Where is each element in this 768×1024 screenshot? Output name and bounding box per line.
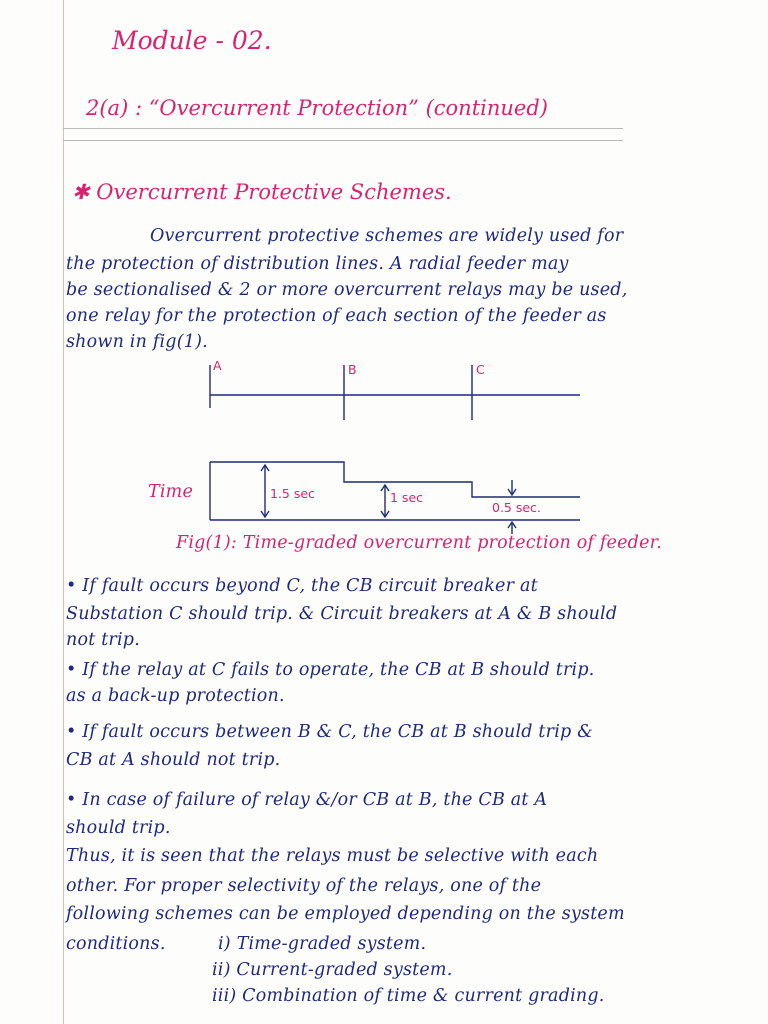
time-label: Time bbox=[148, 482, 194, 502]
bullet-line: • If fault occurs beyond C, the CB circuit breaker at bbox=[66, 576, 538, 596]
text-line: be sectionalised & 2 or more overcurrent relays may be used, bbox=[66, 280, 628, 300]
bullet-line: • In case of failure of relay &/or CB at B, the CB at A bbox=[66, 790, 548, 810]
text-line: conditions. bbox=[66, 934, 166, 954]
page-subtitle: 2(a) : “Overcurrent Protection” (continued) bbox=[86, 96, 548, 120]
text-line: one relay for the protection of each section of the feeder as bbox=[66, 306, 607, 326]
text-line: following schemes can be employed depending on the system bbox=[66, 904, 625, 924]
bullet-line: as a back-up protection. bbox=[66, 686, 285, 706]
dim-label-1: 1 sec bbox=[390, 490, 424, 505]
figure-caption: Fig(1): Time-graded overcurrent protection of feeder. bbox=[176, 533, 663, 553]
bullet-line: Substation C should trip. & Circuit breakers at A & B should bbox=[66, 604, 618, 624]
bullet-line: CB at A should not trip. bbox=[66, 750, 281, 770]
label-a: A bbox=[213, 358, 222, 373]
text-line: the protection of distribution lines. A radial feeder may bbox=[66, 254, 569, 274]
label-c: C bbox=[476, 362, 485, 377]
label-b: B bbox=[348, 362, 357, 377]
dim-label-1-5: 1.5 sec bbox=[270, 486, 315, 501]
section-heading: ✱ Overcurrent Protective Schemes. bbox=[72, 180, 452, 204]
text-line: Overcurrent protective schemes are widely used for bbox=[150, 226, 624, 246]
scheme-item: i) Time-graded system. bbox=[218, 934, 427, 954]
scheme-item: ii) Current-graded system. bbox=[212, 960, 453, 980]
dim-label-0-5: 0.5 sec. bbox=[492, 500, 541, 515]
text-line: shown in fig(1). bbox=[66, 332, 208, 352]
text-line: Thus, it is seen that the relays must be selective with each bbox=[66, 846, 599, 866]
scheme-item: iii) Combination of time & current grading. bbox=[212, 986, 605, 1006]
bullet-line: should trip. bbox=[66, 818, 171, 838]
text-line: other. For proper selectivity of the relays, one of the bbox=[66, 876, 542, 896]
bullet-line: • If the relay at C fails to operate, the CB at B should trip. bbox=[66, 660, 595, 680]
bullet-line: not trip. bbox=[66, 630, 140, 650]
bullet-line: • If fault occurs between B & C, the CB at B should trip & bbox=[66, 722, 593, 742]
page-title: Module - 02. bbox=[112, 26, 272, 55]
